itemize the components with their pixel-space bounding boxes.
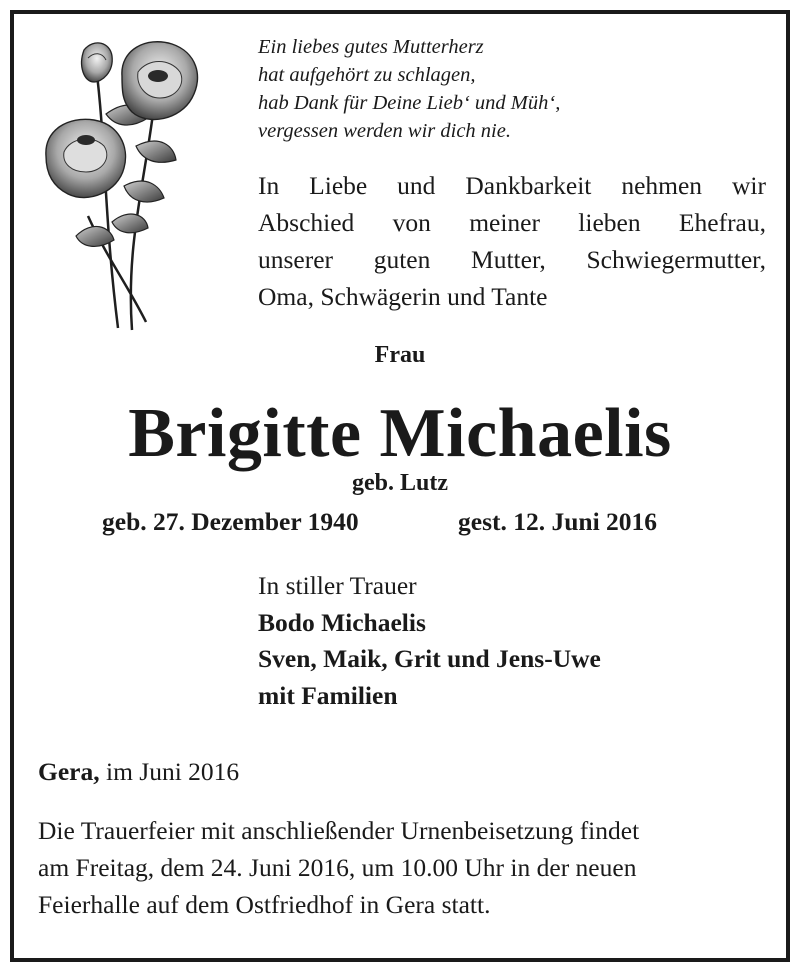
death-date: gest. 12. Juni 2016 — [458, 507, 658, 536]
place-date — [38, 757, 239, 787]
service-line: Feierhalle auf dem Ostfriedhof in Gera statt. — [38, 890, 491, 919]
deceased-name: Brigitte Michaelis — [128, 395, 672, 472]
maiden-name: geb. Lutz — [352, 470, 448, 496]
mourner-name: Sven, Maik, Grit und Jens-Uwe — [258, 644, 601, 673]
mourner-name: Bodo Michaelis — [258, 607, 426, 637]
intro-text — [258, 167, 766, 315]
mourner-name: mit Familien — [258, 680, 398, 710]
birth-date: geb. 27. Dezember 1940 — [102, 507, 359, 536]
roses-icon — [36, 36, 206, 332]
intro-line: Abschied von meiner lieben Ehefrau, — [258, 208, 766, 237]
intro-line: In Liebe und Dankbarkeit nehmen wir — [258, 171, 766, 200]
service-line: am Freitag, dem 24. Juni 2016, um 10.00 Uhr in der neuen — [38, 853, 637, 882]
service-info — [38, 812, 639, 923]
mourners-heading: In stiller Trauer — [258, 571, 417, 600]
mourners-block — [258, 568, 601, 714]
intro-line: Oma, Schwägerin und Tante — [258, 282, 548, 311]
poem-line: vergessen werden wir dich nie. — [258, 120, 511, 142]
poem-line: Ein liebes gutes Mutterherz — [258, 36, 484, 58]
place-date-text: im Juni 2016 — [105, 757, 240, 786]
poem-line: hat aufgehört zu schlagen, — [258, 64, 476, 86]
poem-line: hab Dank für Deine Lieb‘ und Müh‘, — [258, 92, 561, 114]
service-line: Die Trauerfeier mit anschließender Urnenbeisetzung findet — [38, 816, 640, 845]
memorial-poem — [258, 33, 560, 145]
salutation: Frau — [374, 342, 426, 368]
place-city: Gera, — [38, 757, 100, 786]
intro-line: unserer guten Mutter, Schwiegermutter, — [258, 245, 766, 274]
